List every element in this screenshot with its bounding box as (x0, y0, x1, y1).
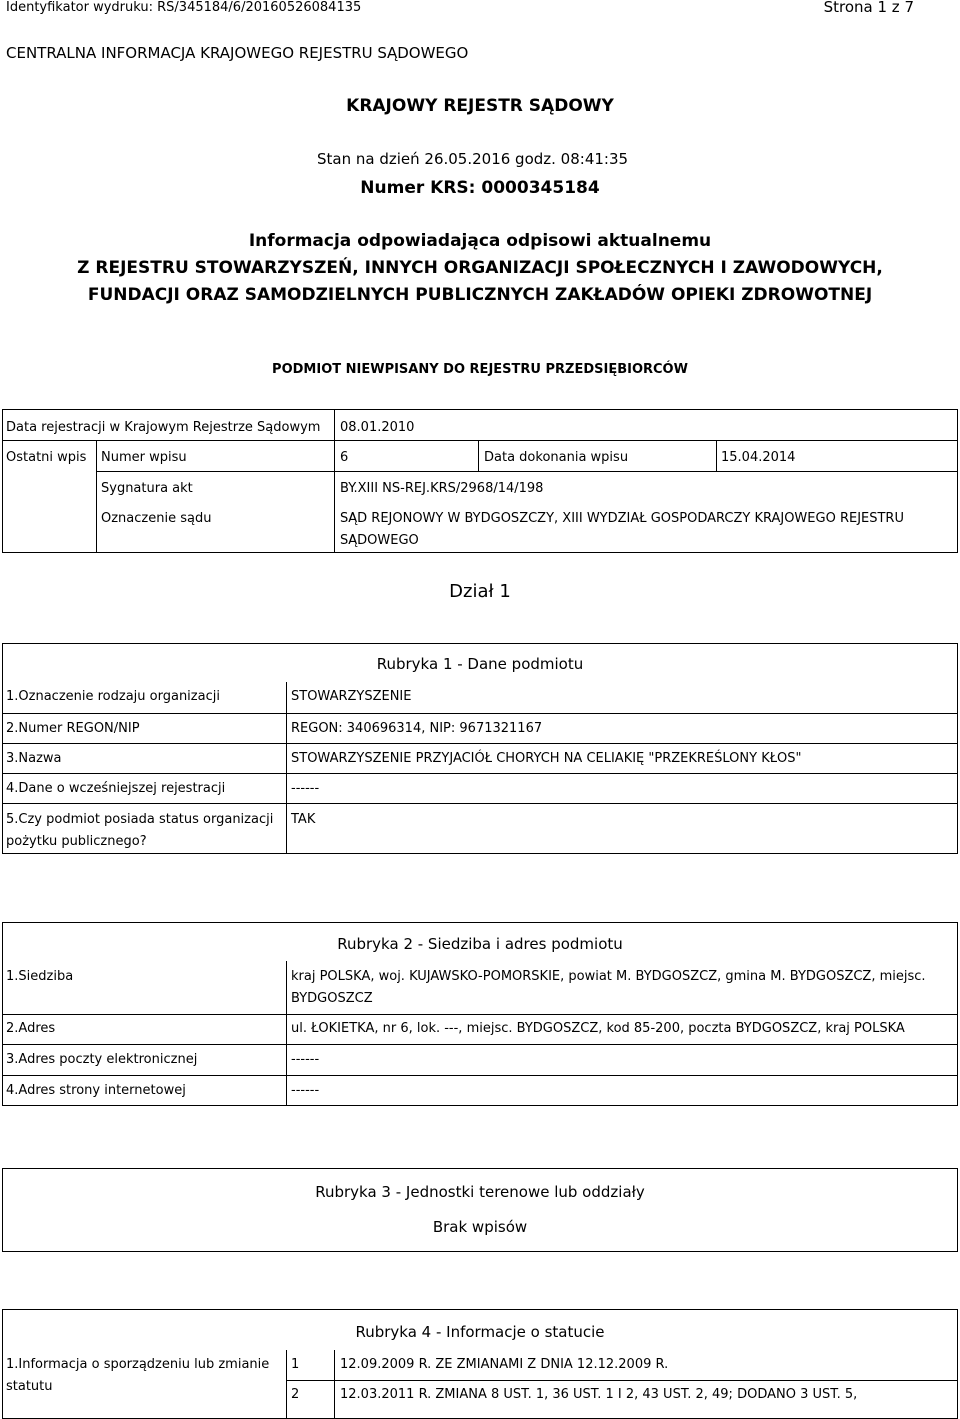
field-label: 2.Adres (6, 1021, 56, 1036)
rubryka-4-title: Rubryka 4 - Informacje o statucie (355, 1323, 605, 1341)
field-label: 1.Siedziba (6, 969, 74, 984)
entity-note: PODMIOT NIEWPISANY DO REJESTRU PRZEDSIĘBIORCÓW (272, 362, 688, 377)
field-label-cont: pożytku publicznego? (6, 834, 147, 849)
field-value: ------ (291, 781, 320, 796)
field-label: 4.Adres strony internetowej (6, 1083, 186, 1098)
entry-number-value: 6 (340, 450, 349, 465)
entry-date-label: Data dokonania wpisu (484, 450, 629, 465)
registration-date-label: Data rejestracji w Krajowym Rejestrze Sądowym (6, 420, 321, 435)
krs-number: Numer KRS: 0000345184 (360, 178, 600, 198)
status-date: Stan na dzień 26.05.2016 godz. 08:41:35 (317, 150, 629, 168)
rubryka-1-title: Rubryka 1 - Dane podmiotu (376, 655, 584, 673)
entry-text: 12.03.2011 R. ZMIANA 8 UST. 1, 36 UST. 1 I 2, 43 UST. 2, 49; DODANO 3 UST. 5, (340, 1387, 858, 1402)
field-value: TAK (291, 812, 316, 827)
entry-number-label: Numer wpisu (101, 450, 187, 465)
field-label: 1.Informacja o sporządzeniu lub zmianie (6, 1357, 270, 1372)
entry-number: 1 (291, 1357, 300, 1372)
entry-date-value: 15.04.2014 (721, 450, 796, 465)
field-value: STOWARZYSZENIE (291, 689, 412, 704)
field-value: kraj POLSKA, woj. KUJAWSKO-POMORSKIE, powiat M. BYDGOSZCZ, gmina M. BYDGOSZCZ, miejsc. (291, 969, 926, 984)
signature-label: Sygnatura akt (101, 481, 193, 496)
entry-text: 12.09.2009 R. ZE ZMIANAMI Z DNIA 12.12.2009 R. (340, 1357, 669, 1372)
registry-title: KRAJOWY REJESTR SĄDOWY (346, 96, 614, 116)
signature-value: BY.XIII NS-REJ.KRS/2968/14/198 (340, 481, 544, 496)
org-name: CENTRALNA INFORMACJA KRAJOWEGO REJESTRU SĄDOWEGO (6, 44, 469, 62)
field-label: 3.Adres poczty elektronicznej (6, 1052, 198, 1067)
court-label: Oznaczenie sądu (101, 511, 212, 526)
info-line-2: Z REJESTRU STOWARZYSZEŃ, INNYCH ORGANIZACJI SPOŁECZNYCH I ZAWODOWYCH, (77, 258, 883, 278)
field-label: 1.Oznaczenie rodzaju organizacji (6, 689, 220, 704)
field-label: 5.Czy podmiot posiada status organizacji (6, 812, 274, 827)
field-label: 2.Numer REGON/NIP (6, 721, 140, 736)
entry-number: 2 (291, 1387, 300, 1402)
field-value: REGON: 340696314, NIP: 9671321167 (291, 721, 543, 736)
court-value-cont: SĄDOWEGO (340, 533, 419, 548)
rubryka-3-box (2, 1168, 958, 1252)
info-line-3: FUNDACJI ORAZ SAMODZIELNYCH PUBLICZNYCH ZAKŁADÓW OPIEKI ZDROWOTNEJ (87, 285, 873, 305)
court-value: SĄD REJONOWY W BYDGOSZCZY, XIII WYDZIAŁ GOSPODARCZY KRAJOWEGO REJESTRU (340, 511, 904, 526)
empty-entries: Brak wpisów (432, 1218, 528, 1236)
field-value-cont: BYDGOSZCZ (291, 991, 373, 1006)
registration-date-value: 08.01.2010 (340, 420, 415, 435)
last-entry-label: Ostatni wpis (6, 450, 87, 465)
rubryka-3-title: Rubryka 3 - Jednostki terenowe lub oddziały (315, 1183, 645, 1201)
field-value: ------ (291, 1052, 320, 1067)
page-number: Strona 1 z 7 (823, 0, 914, 16)
field-value: ul. ŁOKIETKA, nr 6, lok. ---, miejsc. BYDGOSZCZ, kod 85-200, poczta BYDGOSZCZ, kraj POLSKA (291, 1021, 905, 1036)
print-id: Identyfikator wydruku: RS/345184/6/20160526084135 (6, 0, 362, 15)
field-value: STOWARZYSZENIE PRZYJACIÓŁ CHORYCH NA CELIAKIĘ "PRZEKREŚLONY KŁOS" (291, 751, 802, 766)
section-title: Dział 1 (449, 581, 511, 602)
field-label: 3.Nazwa (6, 751, 62, 766)
info-line-1: Informacja odpowiadająca odpisowi aktualnemu (248, 231, 712, 251)
field-value: ------ (291, 1083, 320, 1098)
rubryka-2-title: Rubryka 2 - Siedziba i adres podmiotu (337, 935, 623, 953)
field-label: 4.Dane o wcześniejszej rejestracji (6, 781, 226, 796)
field-label-cont: statutu (6, 1379, 53, 1394)
